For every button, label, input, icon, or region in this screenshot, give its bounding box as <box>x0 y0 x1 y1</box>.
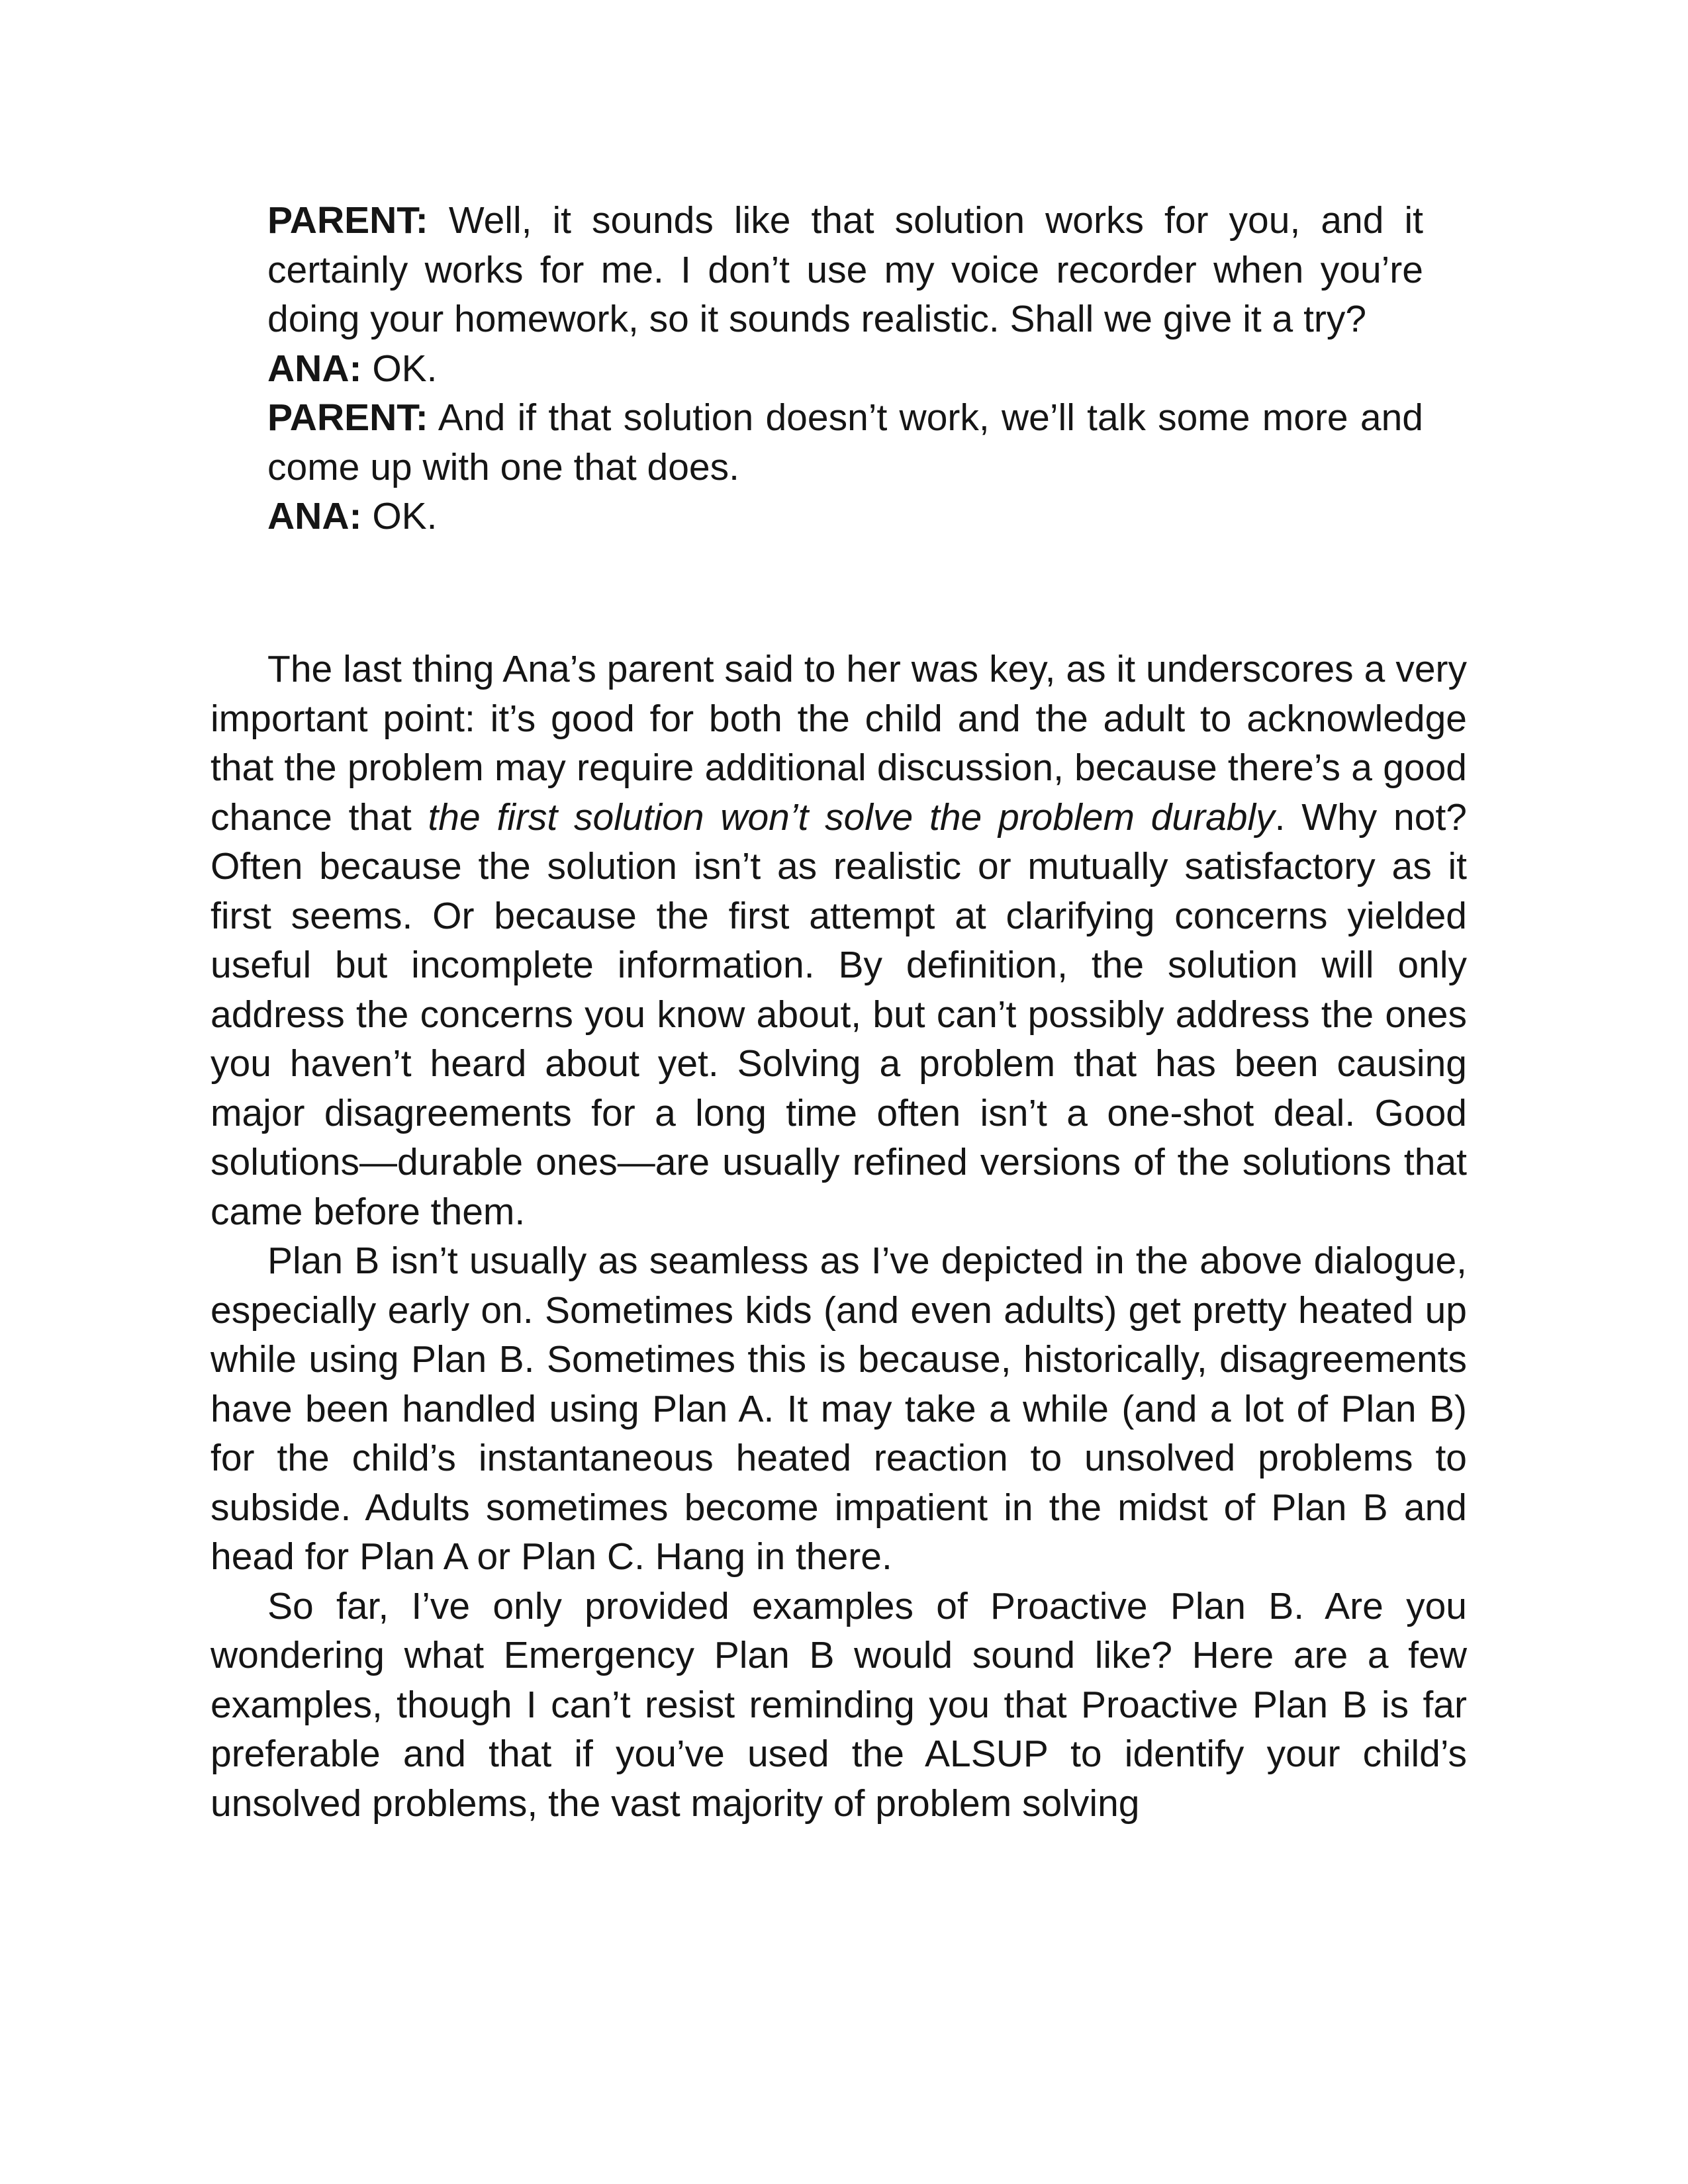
body-text <box>211 645 1467 1828</box>
paragraph <box>211 645 1467 1236</box>
emphasized-text: the first solution won’t solve the problem durably <box>428 796 1275 839</box>
dialogue-text: And if that solution doesn’t work, we’ll talk some more and come up with one that does. <box>267 396 1423 488</box>
speaker-label: PARENT: <box>267 199 428 242</box>
paragraph: So far, I’ve only provided examples of Proactive Plan B. Are you wondering what Emergency Plan B would sound like? Here are a few examples, though I can’t resist reminding you that Proactive Plan B is far preferable and that if you’ve used the ALSUP to identify your child’s unsolved problems, the vast majority of problem solving <box>211 1584 1467 1825</box>
dialogue-text: OK. <box>372 495 438 537</box>
paragraph-text: . Why not? Often because the solution isn’t as realistic or mutually satisfactory as it first seems. Or because the first attempt at clarifying concerns yielded useful but incomplete information. By definition, the solution will only address the concerns you know about, but can’t possibly address the ones you haven’t heard about yet. Solving a problem that has been causing major disagreements for a long time often isn’t a one-shot deal. Good solutions—durable ones—are usually refined versions of the solutions that came before them. <box>211 796 1467 1233</box>
paragraph: Plan B isn’t usually as seamless as I’ve depicted in the above dialogue, especially early on. Sometimes kids (and even adults) get pretty heated up while using Plan B. Sometimes this is because, historically, disagreements have been handled using Plan A. It may take a while (and a lot of Plan B) for the child’s instantaneous heated reaction to unsolved problems to subside. Adults sometimes become impatient in the midst of Plan B and head for Plan A or Plan C. Hang in there. <box>211 1240 1467 1578</box>
speaker-label: ANA: <box>267 347 362 390</box>
dialogue-line <box>267 196 1423 344</box>
dialogue-line <box>267 492 1423 541</box>
paragraph-text: The last thing Ana’s parent said to her was key, as it underscores a very important point: it’s good for both the child and the adult to acknowledge that the problem may require additional discussion, because there’s a good chance that <box>211 648 1467 839</box>
dialogue-block <box>267 196 1423 541</box>
dialogue-text: OK. <box>372 347 438 390</box>
dialogue-line <box>267 393 1423 492</box>
speaker-label: PARENT: <box>267 396 428 439</box>
speaker-label: ANA: <box>267 495 362 537</box>
dialogue-text: Well, it sounds like that solution works for you, and it certainly works for me. I don’t use my voice recorder when you’re doing your homework, so it sounds realistic. Shall we give it a try? <box>267 199 1423 340</box>
dialogue-line <box>267 344 1423 394</box>
